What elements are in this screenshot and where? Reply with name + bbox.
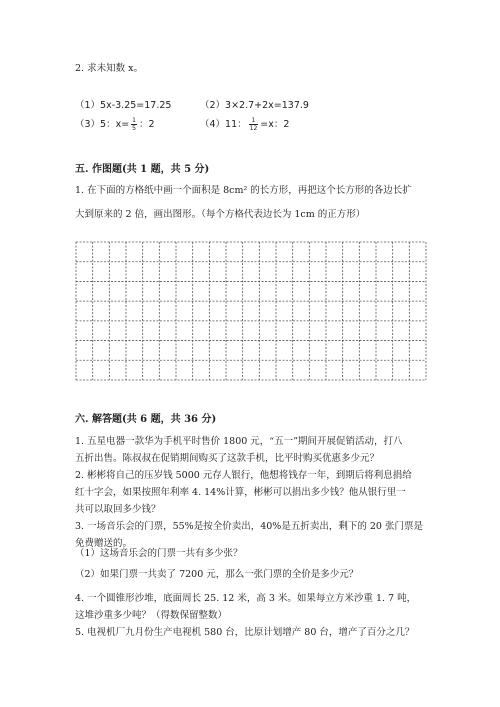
drawing-grid[interactable] bbox=[75, 241, 427, 381]
text-line: 免费赠送的。 bbox=[75, 538, 133, 549]
text-line: 这堆沙重多少吨？（得数保留整数） bbox=[75, 610, 228, 621]
text-line: 红十字会，如果按照年利率 4. 14%计算，彬彬可以捐出多少钱？他从银行里一 bbox=[75, 487, 406, 498]
text-line: 2. 彬彬将自己的压岁钱 5000 元存人银行，他想将钱存一年，到期后将利息捐给 bbox=[75, 470, 412, 481]
equation-3-suffix: ：2 bbox=[139, 119, 155, 130]
equation-4-suffix: =x：2 bbox=[260, 119, 290, 130]
equation-3-prefix: （3）5：x= bbox=[75, 119, 130, 130]
section-5-question-line-1: 1. 在下面的方格纸中画一个面积是 8cm² 的长方形，再把这个长方形的各边长扩 bbox=[75, 185, 412, 196]
equation-4-fraction bbox=[249, 117, 259, 132]
sub-question-2: （2）如果门票一共卖了 7200 元，那么一张门票的全价是多少元？ bbox=[75, 569, 359, 580]
section-6-block-1 bbox=[75, 433, 423, 552]
equation-4 bbox=[200, 116, 289, 132]
text-line: 共可以取回多少钱？ bbox=[75, 504, 161, 515]
section-5-question-line-2: 大到原来的 2 倍，画出图形。（每个方格代表边长为 1cm 的正方形） bbox=[75, 209, 366, 220]
section-6-heading: 六. 解答题(共 6 题，共 36 分) bbox=[75, 414, 217, 425]
text-line: 1. 五星电器一款华为手机平时售价 1800 元，“五一”期间开展促销活动，打八 bbox=[75, 436, 403, 447]
fraction-numerator: 1 bbox=[132, 117, 136, 124]
sub-question-1: （1）这场音乐会的门票一共有多少张？ bbox=[75, 548, 243, 559]
fraction-denominator: 12 bbox=[249, 125, 258, 132]
equation-1: （1）5x-3.25=17.25 bbox=[75, 100, 172, 111]
section-6-block-2 bbox=[75, 590, 416, 641]
text-line: 五折出售。陈叔叔在促销期间购买了这款手机，比平时购买优惠多少元？ bbox=[75, 453, 380, 464]
fraction-denominator: 5 bbox=[132, 125, 136, 132]
equation-3 bbox=[75, 116, 155, 132]
text-line: 3. 一场音乐会的门票，55%是按全价卖出，40%是五折卖出，剩下的 20 张门票是 bbox=[75, 521, 423, 532]
text-line: 5. 电视机厂九月份生产电视机 580 台，比原计划增产 80 台，增产了百分之几？ bbox=[75, 627, 415, 638]
text-line: 4. 一个圆锥形沙堆，底面周长 25. 12 米，高 3 米。如果每立方米沙重 1. 7 吨， bbox=[75, 593, 417, 604]
equation-4-prefix: （4）11： bbox=[200, 119, 247, 130]
equation-3-fraction bbox=[131, 117, 137, 132]
fraction-numerator: 1 bbox=[249, 117, 259, 125]
equation-2: （2）3×2.7+2x=137.9 bbox=[200, 100, 309, 111]
section-5-heading: 五. 作图题(共 1 题，共 5 分) bbox=[75, 164, 210, 175]
q2-title: 2. 求未知数 x。 bbox=[75, 63, 143, 74]
